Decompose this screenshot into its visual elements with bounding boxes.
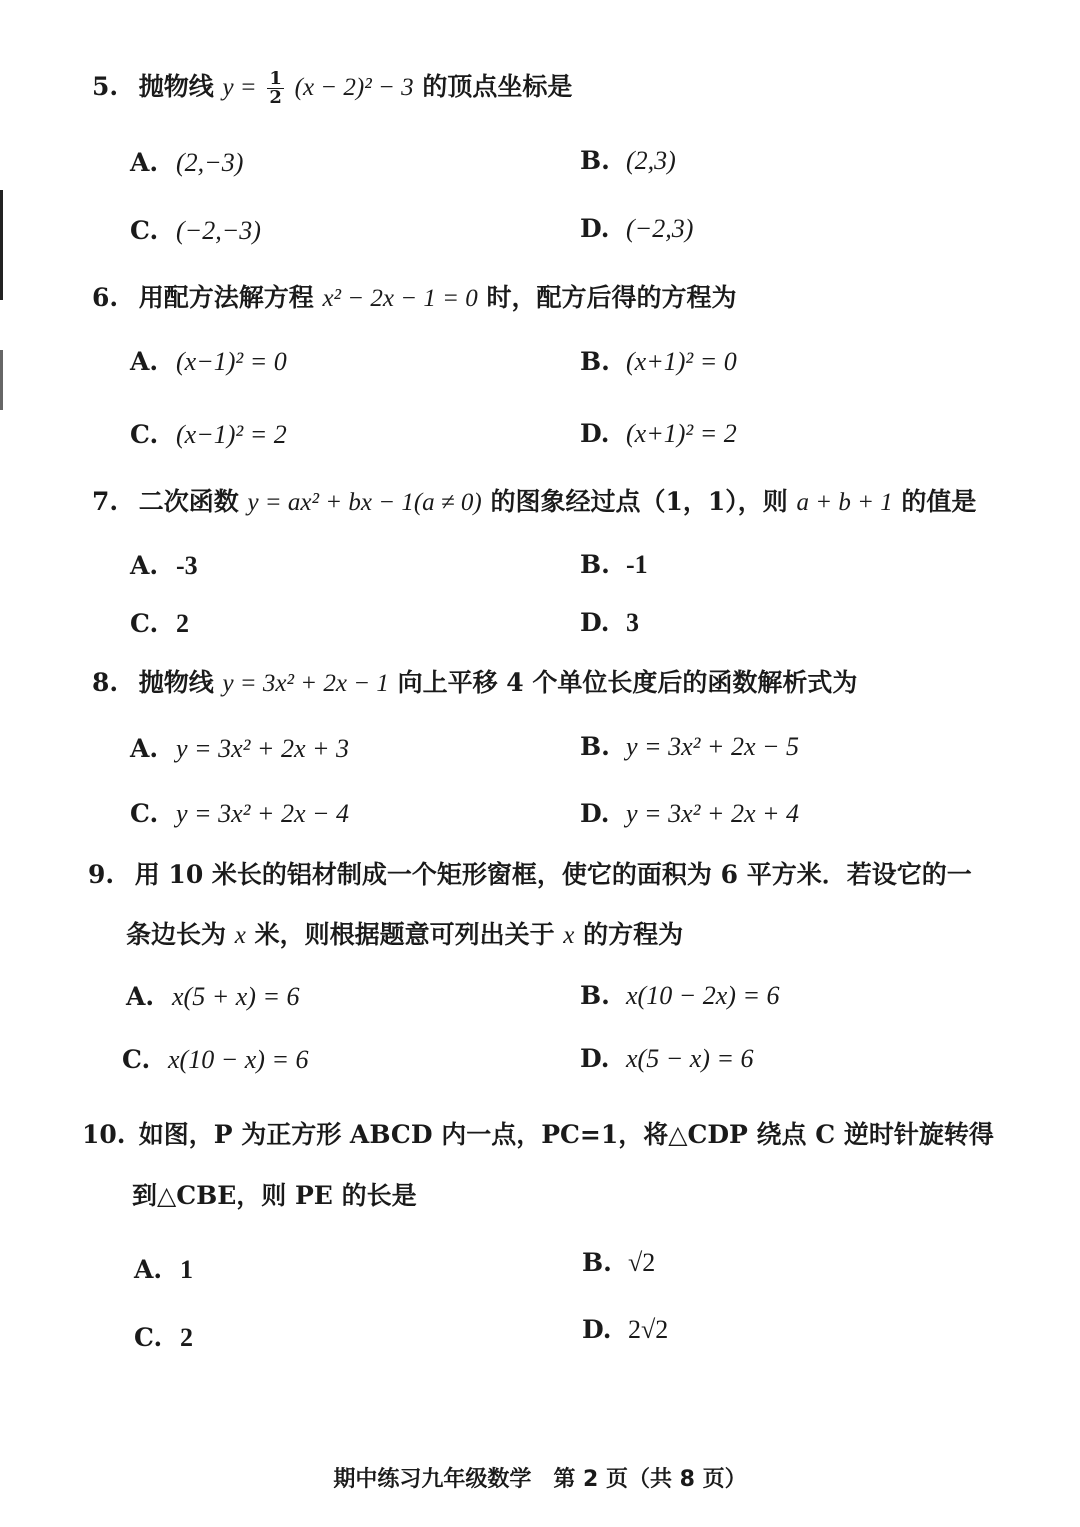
formula: y = ax² + bx − 1(a ≠ 0) [247, 489, 482, 516]
question-number: 8. [92, 668, 119, 697]
option-d: D. (x+1)² = 2 [580, 419, 737, 448]
option-d: D. 2√2 [582, 1315, 669, 1344]
option-b: B. √2 [582, 1248, 656, 1277]
option-c: C. x(10 − x) = 6 [122, 1045, 309, 1074]
page-footer: 期中练习九年级数学 第 2 页（共 8 页） [333, 1467, 747, 1492]
formula: x [234, 922, 246, 949]
question-stem: 的顶点坐标是 [422, 72, 573, 101]
question-stem: 向上平移 4 个单位长度后的函数解析式为 [397, 668, 858, 697]
option-b: B. -1 [580, 550, 648, 579]
option-a: A. (2,−3) [130, 148, 244, 177]
formula: y = 3x² + 2x − 1 [222, 670, 389, 697]
fraction: $\frac{1}{2}$ [269, 68, 282, 108]
question-stem: 到△CBE，则 PE 的长是 [132, 1181, 417, 1210]
option-a: A. 1 [134, 1255, 193, 1284]
option-a: A. x(5 + x) = 6 [126, 982, 300, 1011]
question-9 [88, 860, 1020, 890]
option-b: B. y = 3x² + 2x − 5 [580, 732, 800, 761]
option-c: C. 2 [130, 609, 189, 638]
option-c: C. (−2,−3) [130, 216, 261, 245]
formula: (x − 2)² − 3 [294, 74, 414, 101]
question-stem: 的方程为 [583, 920, 684, 949]
question-stem: 时，配方后得的方程为 [486, 283, 737, 312]
question-5 [92, 70, 1020, 107]
option-a: A. -3 [130, 551, 198, 580]
question-stem: 抛物线 [138, 668, 214, 697]
option-d: D. x(5 − x) = 6 [580, 1044, 754, 1073]
margin-line [0, 190, 3, 300]
formula: x² − 2x − 1 = 0 [322, 285, 478, 312]
option-b: B. (2,3) [580, 146, 676, 175]
question-number: 6. [92, 283, 119, 312]
option-c: C. 2 [134, 1323, 193, 1352]
question-10-line-2 [132, 1181, 1020, 1211]
question-9-line-2 [126, 920, 1020, 951]
option-c: C. (x−1)² = 2 [130, 420, 287, 449]
option-a: A. (x−1)² = 0 [130, 347, 287, 376]
option-d: D. 3 [580, 608, 639, 637]
question-7 [92, 487, 1020, 518]
option-b: B. x(10 − 2x) = 6 [580, 981, 780, 1010]
question-8 [92, 668, 1020, 699]
formula: x [563, 922, 575, 949]
question-stem: 的图象经过点（1，1），则 [490, 487, 788, 516]
question-stem: 条边长为 [126, 920, 227, 949]
question-stem: 如图，P 为正方形 ABCD 内一点，PC=1，将△CDP 绕点 C 逆时针旋转得 [138, 1120, 994, 1149]
question-stem: 二次函数 [138, 487, 239, 516]
option-d: D. y = 3x² + 2x + 4 [580, 799, 800, 828]
question-stem: 抛物线 [138, 72, 214, 101]
option-d: D. (−2,3) [580, 214, 694, 243]
question-number: 9. [88, 860, 115, 889]
option-c: C. y = 3x² + 2x − 4 [130, 799, 350, 828]
question-number: 10. [82, 1120, 126, 1149]
question-6 [92, 283, 1020, 314]
formula: a + b + 1 [796, 489, 893, 516]
question-stem: 米，则根据题意可列出关于 [254, 920, 555, 949]
question-stem: 用 10 米长的铝材制成一个矩形窗框，使它的面积为 6 平方米．若设它的一 [134, 860, 972, 889]
option-b: B. (x+1)² = 0 [580, 347, 737, 376]
question-stem: 用配方法解方程 [138, 283, 314, 312]
question-number: 7. [92, 487, 119, 516]
question-number: 5. [92, 72, 119, 101]
question-10 [82, 1120, 1020, 1150]
option-a: A. y = 3x² + 2x + 3 [130, 734, 350, 763]
formula: y = [222, 74, 257, 101]
question-stem: 的值是 [901, 487, 977, 516]
margin-line [0, 350, 3, 410]
